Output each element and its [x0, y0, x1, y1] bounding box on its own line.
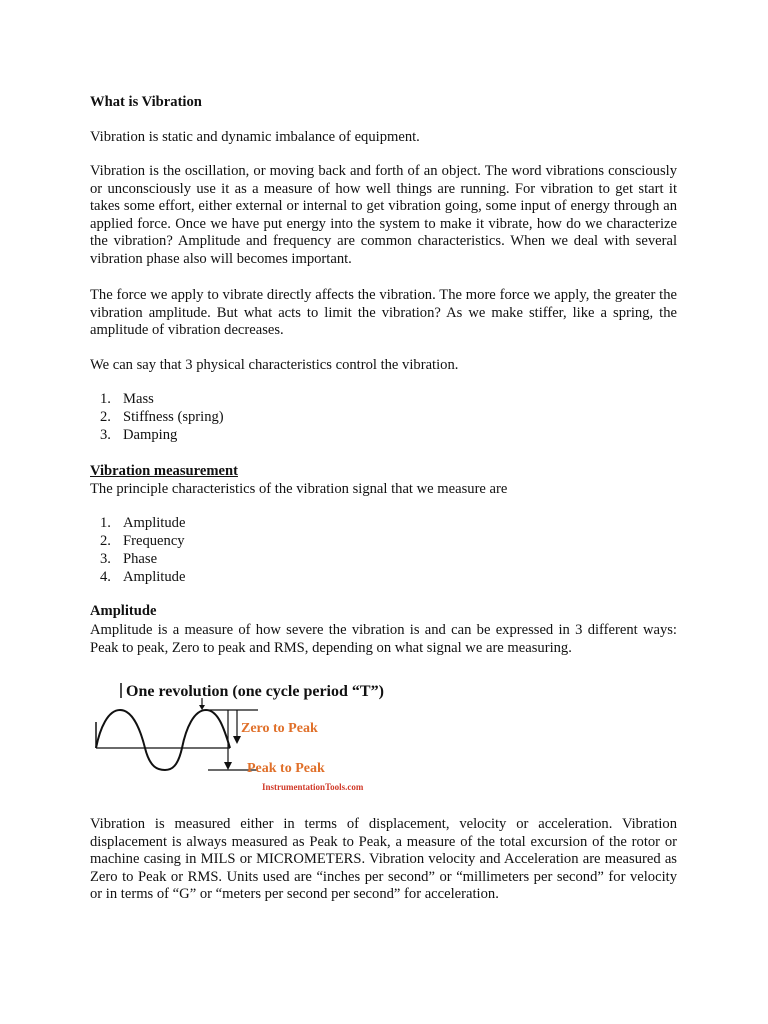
list-item: 4. Amplitude	[100, 568, 186, 585]
figure-caption: One revolution (one cycle period “T”)	[126, 683, 384, 700]
paragraph-measurement-intro: The principle characteristics of the vibration signal that we measure are	[90, 481, 508, 497]
heading-what-is-vibration: What is Vibration	[90, 94, 202, 110]
zero-to-peak-label: Zero to Peak	[241, 721, 318, 736]
paragraph-definition: Vibration is static and dynamic imbalance of equipment.	[90, 129, 420, 145]
list-item: 3. Phase	[100, 550, 158, 567]
list-item: 1. Amplitude	[100, 515, 186, 531]
list-physical-characteristics	[90, 391, 224, 445]
watermark: InstrumentationTools.com	[262, 782, 364, 792]
zero-to-peak-arrow-head	[233, 736, 241, 744]
list-item: 2. Stiffness (spring)	[100, 408, 224, 425]
vibration-amplitude-diagram	[90, 678, 400, 798]
list-signal-characteristics	[90, 515, 185, 587]
paragraph-measurement-units: Vibration is measured either in terms of displacement, velocity or acceleration. Vibration displacement is always measured as Peak to Peak, a measure of the total excursion of the rotor or machine casing in MILS or MICROMETERS. Vibration velocity and Acceleration are measured as Zero to Peak or RMS. Units used are “inches per second” or “millimeters per second” for velocity or in terms of “G” or “meters per second per second” for acceleration.	[90, 816, 677, 903]
paragraph-physical-characteristics: We can say that 3 physical characteristics control the vibration.	[90, 357, 459, 373]
heading-vibration-measurement: Vibration measurement	[90, 463, 238, 479]
paragraph-oscillation: Vibration is the oscillation, or moving back and forth of an object. The word vibrations consciously or unconsciously use it as a measure of how well things are running. For vibration to get start it takes some effort, either external or internal to get vibration going, some input of energy through an applied force. Once we have put energy into the system to make it vibrate, how do we characterize the vibration? Amplitude and frequency are common characteristics. When we deal with several vibration phase also will becomes important.	[90, 163, 677, 267]
paragraph-force: The force we apply to vibrate directly affects the vibration. The more force we apply, the greater the vibration amplitude. But what acts to limit the vibration? As we make stiffer, like a spring, the amplitude of vibration decreases.	[90, 287, 677, 339]
sine-wave	[96, 710, 230, 770]
list-item: 3. Damping	[100, 426, 178, 443]
paragraph-amplitude: Amplitude is a measure of how severe the vibration is and can be expressed in 3 different ways: Peak to peak, Zero to peak and RMS, depending on what signal we are measuring.	[90, 622, 677, 656]
list-item: 2. Frequency	[100, 532, 185, 549]
heading-amplitude: Amplitude	[90, 603, 157, 619]
peak-to-peak-label: Peak to Peak	[247, 761, 325, 776]
list-item: 1. Mass	[100, 391, 154, 407]
peak-to-peak-arrow-head	[224, 762, 232, 770]
